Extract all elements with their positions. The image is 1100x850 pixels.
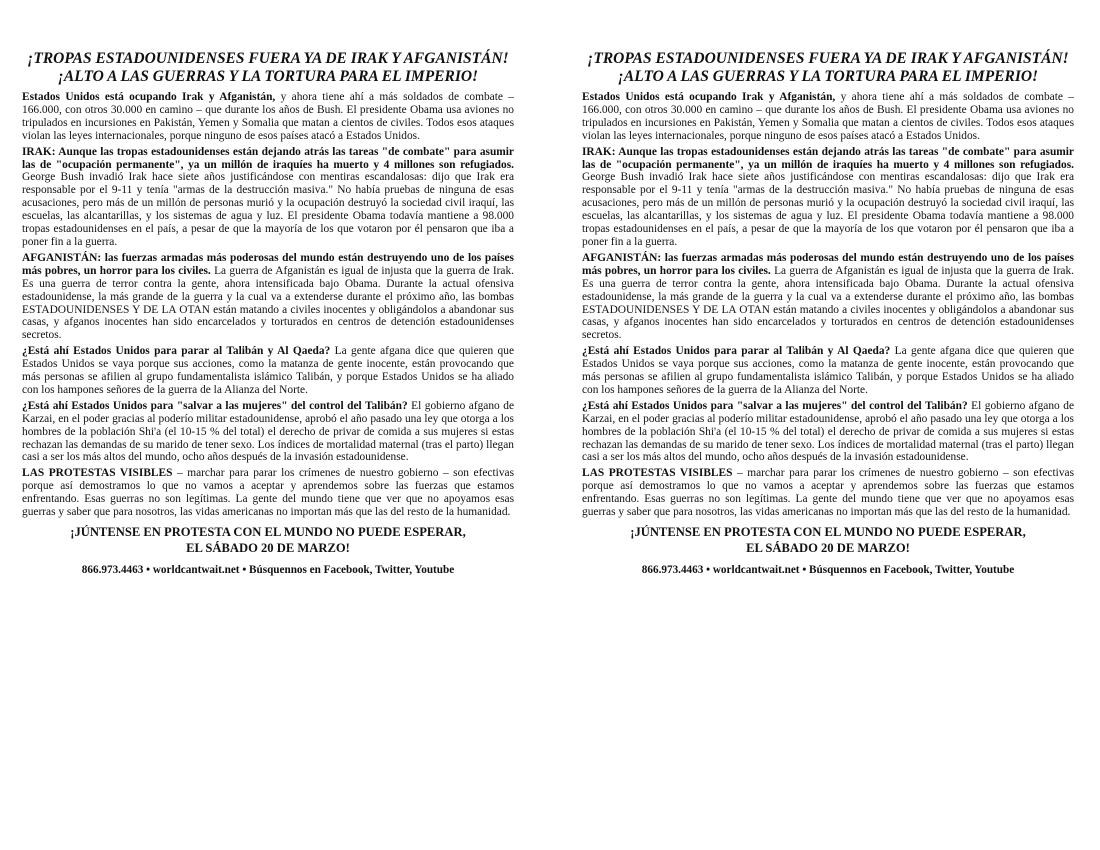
paragraph-lead: Estados Unidos está ocupando Irak y Afganistán,: [22, 91, 276, 103]
paragraph-protests: [582, 467, 1074, 519]
paragraph-lead: IRAK: Aunque las tropas estadounidenses están dejando atrás las tareas "de combate" para asumir las de "ocupación permanente", ya un millón de iraquíes ha muerto y 4 millones son refugiados.: [582, 145, 1074, 171]
paragraph-lead: LAS PROTESTAS VISIBLES: [22, 467, 173, 480]
paragraph-lead: ¿Está ahí Estados Unidos para "salvar a las mujeres" del control del Talibán?: [22, 399, 408, 412]
contact-line: 866.973.4463 • worldcantwait.net • Búsquennos en Facebook, Twitter, Youtube: [81, 564, 455, 576]
paragraph-iraq: [22, 146, 514, 249]
paragraph-occupation: [22, 91, 514, 143]
paragraph-text: George Bush invadió Irak hace siete años justificándose con mentiras escandalosas: dijo que Irak era responsable por el 9-11 y tenía "armas de la destrucción masiva." No había pruebas de ninguna de esas acusaciones, pero más de un millón de personas murió y la ocupación destruyó la sociedad civil iraquí, las escuelas, las alcantarillas, y los sistemas de agua y luz. El presidente Obama todavía mantiene a 98.000 tropas estadounidenses en el país, a pesar de que la mayoría de los que votaron por él pensaron que iba a poner fin a la guerra.: [22, 171, 514, 248]
paragraph-iraq: [582, 146, 1074, 249]
paragraph-lead: ¿Está ahí Estados Unidos para parar al Talibán y Al Qaeda?: [22, 345, 331, 358]
flyer-title-line1: ¡TROPAS ESTADOUNIDENSES FUERA YA DE IRAK Y AFGANISTÁN!: [27, 50, 509, 67]
paragraph-text: El gobierno afgano de Karzai, en el poder gracias al poderío militar estadounidense, aprobó el año pasado una ley que otorga a los hombres de la población Shi'a (el 10-15 % del total) el derecho de privar de comida a sus mujeres si estas rechazan las demandas de su marido de tener sexo. Los índices de mortalidad maternal (tras el parto) llegan casi a ser los más altos del mundo, ocho años después de la invasión estadounidense.: [582, 399, 1075, 464]
flyer-right: [582, 50, 1074, 577]
contact-line: 866.973.4463 • worldcantwait.net • Búsquennos en Facebook, Twitter, Youtube: [641, 564, 1015, 576]
cta-line1: ¡JÚNTENSE EN PROTESTA CON EL MUNDO NO PUEDE ESPERAR,: [630, 525, 1026, 539]
cta-line2: EL SÁBADO 20 DE MARZO!: [746, 540, 910, 555]
paragraph-text: y ahora tiene ahí a más soldados de combate – 166.000, con otros 30.000 en camino – que durante los años de Bush. El presidente Obama usa aviones no tripulados en incursiones en Pakistán, Yemen y Somalia que matan a cientos de civiles. Todos esos ataques violan las leyes internacionales, porque ninguno de esos países atacó a Estados Unidos.: [22, 91, 514, 142]
paragraph-text: – marchar para parar los crímenes de nuestro gobierno – son efectivas porque así demostramos lo que no vamos a aceptar y aprendemos sobre las fuerzas que estamos enfrentando. Esas guerras no son legítimas. La gente del mundo tiene que ver que no apoyamos esas guerras y saber que para nosotros, las vidas americanas no importan más que las del resto de la humanidad.: [582, 467, 1075, 519]
paragraph-protests: [22, 467, 514, 519]
flyer-title-line2: ¡ALTO A LAS GUERRAS Y LA TORTURA PARA EL IMPERIO!: [57, 68, 479, 85]
flyer-title-line2: ¡ALTO A LAS GUERRAS Y LA TORTURA PARA EL IMPERIO!: [617, 68, 1039, 85]
call-to-action: [22, 525, 514, 556]
flyer-title-line1: ¡TROPAS ESTADOUNIDENSES FUERA YA DE IRAK Y AFGANISTÁN!: [587, 50, 1069, 67]
paragraph-lead: ¿Está ahí Estados Unidos para "salvar a las mujeres" del control del Talibán?: [582, 399, 968, 412]
cta-line2: EL SÁBADO 20 DE MARZO!: [186, 540, 350, 555]
paragraph-text: George Bush invadió Irak hace siete años justificándose con mentiras escandalosas: dijo que Irak era responsable por el 9-11 y tenía "armas de la destrucción masiva." No había pruebas de ninguna de esas acusaciones, pero más de un millón de personas murió y la ocupación destruyó la sociedad civil iraquí, las escuelas, las alcantarillas, y los sistemas de agua y luz. El presidente Obama todavía mantiene a 98.000 tropas estadounidenses en el país, a pesar de que la mayoría de los que votaron por él pensaron que iba a poner fin a la guerra.: [582, 171, 1074, 248]
paragraph-women: [582, 400, 1074, 465]
paragraph-text: La guerra de Afganistán es igual de injusta que la guerra de Irak. Es una guerra de terror contra la gente, ahora intensificada bajo Obama. Durante la actual ofensiva estadounidense, la más grande de la guerra y la cual va a extenderse durante el próximo año, las bombas ESTADOUNIDENSES Y DE LA OTAN están matando a civiles inocentes y obligándolos a abandonar sus casas, y afganos inocentes han sido encarcelados y torturados en centros de detención estadounidenses secretos.: [22, 264, 514, 342]
paragraph-lead: AFGANISTÁN: las fuerzas armadas más poderosas del mundo están destruyendo uno de los países más pobres, un horror para los civiles.: [582, 251, 1074, 277]
paragraph-text: y ahora tiene ahí a más soldados de combate – 166.000, con otros 30.000 en camino – que durante los años de Bush. El presidente Obama usa aviones no tripulados en incursiones en Pakistán, Yemen y Somalia que matan a cientos de civiles. Todos esos ataques violan las leyes internacionales, porque ninguno de esos países atacó a Estados Unidos.: [582, 91, 1074, 142]
paragraph-afghanistan: [582, 252, 1074, 342]
paragraph-lead: IRAK: Aunque las tropas estadounidenses están dejando atrás las tareas "de combate" para asumir las de "ocupación permanente", ya un millón de iraquíes ha muerto y 4 millones son refugiados.: [22, 145, 514, 171]
paragraph-lead: LAS PROTESTAS VISIBLES: [582, 467, 733, 480]
paragraph-occupation: [582, 91, 1074, 143]
cta-line1: ¡JÚNTENSE EN PROTESTA CON EL MUNDO NO PUEDE ESPERAR,: [70, 525, 466, 539]
paragraph-text: La gente afgana dice que quieren que Estados Unidos se vaya porque sus acciones, como la matanza de gente inocente, están provocando que más personas se afilien al grupo fundamentalista islámico Talibán, y porque Estados Unidos se ha aliado con los hampones señores de la guerra de la Alianza del Norte.: [582, 345, 1075, 396]
paragraph-taliban: [22, 345, 514, 397]
paragraph-afghanistan: [22, 252, 514, 342]
paragraph-text: La guerra de Afganistán es igual de injusta que la guerra de Irak. Es una guerra de terror contra la gente, ahora intensificada bajo Obama. Durante la actual ofensiva estadounidense, la más grande de la guerra y la cual va a extenderse durante el próximo año, las bombas ESTADOUNIDENSES Y DE LA OTAN están matando a civiles inocentes y obligándolos a abandonar sus casas, y afganos inocentes han sido encarcelados y torturados en centros de detención estadounidenses secretos.: [582, 264, 1074, 342]
paragraph-lead: ¿Está ahí Estados Unidos para parar al Talibán y Al Qaeda?: [582, 345, 891, 358]
paragraph-women: [22, 400, 514, 465]
flyer-left: [22, 50, 514, 577]
paragraph-taliban: [582, 345, 1074, 397]
call-to-action: [582, 525, 1074, 556]
paragraph-text: El gobierno afgano de Karzai, en el poder gracias al poderío militar estadounidense, aprobó el año pasado una ley que otorga a los hombres de la población Shi'a (el 10-15 % del total) el derecho de privar de comida a sus mujeres si estas rechazan las demandas de su marido de tener sexo. Los índices de mortalidad maternal (tras el parto) llegan casi a ser los más altos del mundo, ocho años después de la invasión estadounidense.: [22, 399, 515, 464]
paragraph-lead: AFGANISTÁN: las fuerzas armadas más poderosas del mundo están destruyendo uno de los países más pobres, un horror para los civiles.: [22, 251, 514, 277]
paragraph-text: La gente afgana dice que quieren que Estados Unidos se vaya porque sus acciones, como la matanza de gente inocente, están provocando que más personas se afilien al grupo fundamentalista islámico Talibán, y porque Estados Unidos se ha aliado con los hampones señores de la guerra de la Alianza del Norte.: [22, 345, 515, 396]
paragraph-text: – marchar para parar los crímenes de nuestro gobierno – son efectivas porque así demostramos lo que no vamos a aceptar y aprendemos sobre las fuerzas que estamos enfrentando. Esas guerras no son legítimas. La gente del mundo tiene que ver que no apoyamos esas guerras y saber que para nosotros, las vidas americanas no importan más que las del resto de la humanidad.: [22, 467, 515, 519]
paragraph-lead: Estados Unidos está ocupando Irak y Afganistán,: [582, 91, 836, 103]
